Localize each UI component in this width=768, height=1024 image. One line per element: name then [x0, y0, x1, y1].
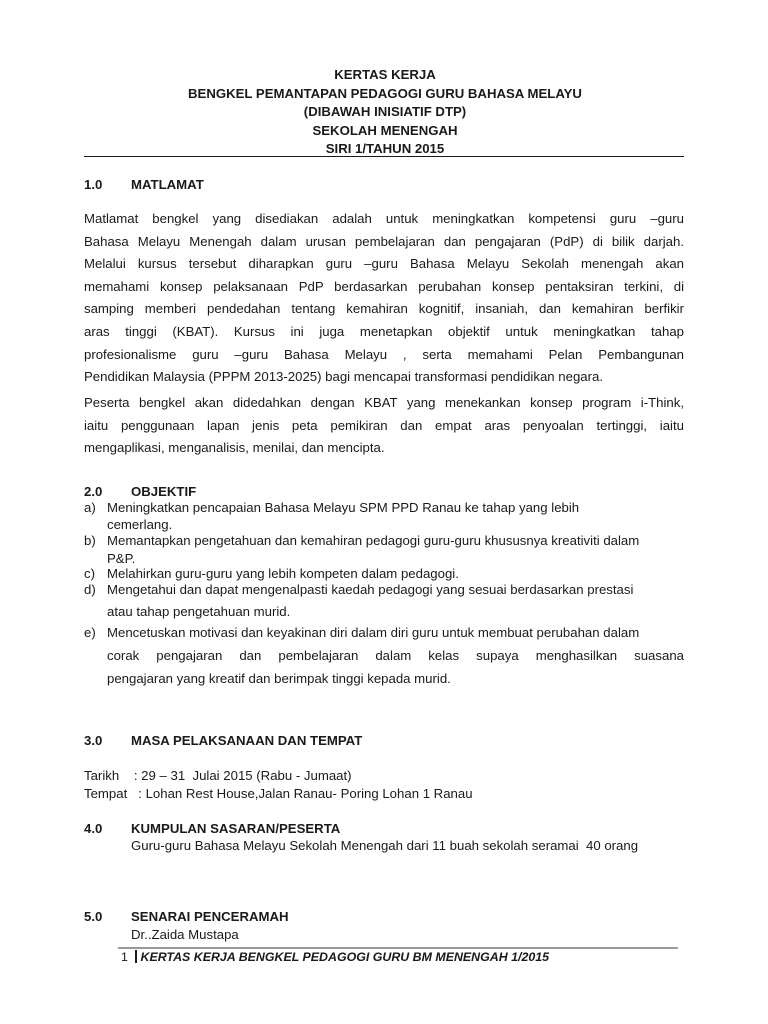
paragraph-line: profesionalisme guru –guru Bahasa Melayu , serta memahami Pelan Pembangunan	[84, 346, 684, 362]
tarikh-line: Tarikh : 29 – 31 Julai 2015 (Rabu - Jumaat)	[84, 768, 352, 783]
list-item	[84, 579, 684, 623]
list-item	[84, 530, 684, 570]
list-marker: e)	[84, 625, 96, 640]
list-item-line: corak pengajaran dan pembelajaran dalam kelas supaya menghasilkan suasana	[107, 648, 684, 663]
section-heading-senarai-penceramah	[84, 909, 289, 924]
section-heading-objektif	[84, 484, 196, 499]
section-number: 4.0	[84, 821, 103, 836]
kumpulan-sasaran-text: Guru-guru Bahasa Melayu Sekolah Menengah dari 11 buah sekolah seramai 40 orang	[131, 838, 639, 853]
header-line: (DIBAWAH INISIATIF DTP)	[303, 104, 467, 120]
header-divider	[84, 156, 684, 157]
paragraph-line: Matlamat bengkel yang disediakan adalah untuk meningkatkan kompetensi guru –guru	[84, 211, 684, 226]
header-line: SEKOLAH MENENGAH	[312, 122, 458, 138]
section-number: 1.0	[84, 177, 103, 192]
tempat-line: Tempat : Lohan Rest House,Jalan Ranau- Poring Lohan 1 Ranau	[84, 786, 473, 801]
header-line: KERTAS KERJA	[334, 67, 436, 82]
paragraph-line: samping memberi pendedahan tentang kemahiran kognitif, insaniah, dan kemahiran berfikir	[84, 301, 684, 317]
page-footer	[121, 950, 549, 964]
header-line: SIRI 1/TAHUN 2015	[325, 141, 445, 157]
list-item	[84, 621, 684, 690]
paragraph-line: Bahasa Melayu Menengah dalam urusan pembelajaran dan pengajaran (PdP) di bilik darjah.	[84, 233, 684, 249]
section-title: SENARAI PENCERAMAH	[131, 909, 289, 924]
section-number: 3.0	[84, 733, 103, 748]
list-item-line: Mencetuskan motivasi dan keyakinan diri dalam diri guru untuk membuat perubahan dalam	[107, 625, 640, 640]
list-item-line: Memantapkan pengetahuan dan kemahiran pedagogi guru-guru khususnya kreativiti dalam	[107, 533, 640, 548]
page-number: 1	[121, 950, 128, 964]
list-item-line: cemerlang.	[107, 517, 173, 532]
section-title: KUMPULAN SASARAN/PESERTA	[131, 821, 341, 836]
header-line: BENGKEL PEMANTAPAN PEDAGOGI GURU BAHASA MELAYU	[188, 85, 582, 101]
list-item	[84, 499, 684, 533]
list-item-line: atau tahap pengetahuan murid.	[107, 604, 291, 619]
section-number: 2.0	[84, 484, 103, 499]
paragraph-line: iaitu penggunaan lapan jenis peta pemikiran dan empat aras penyoalan tertinggi, iaitu	[84, 417, 684, 433]
list-marker: d)	[84, 582, 96, 597]
paragraph-line: mengaplikasi, menganalisis, menilai, dan mencipta.	[84, 440, 385, 456]
matlamat-paragraph	[84, 208, 684, 389]
list-marker: a)	[84, 500, 96, 515]
matlamat-paragraph-2	[84, 392, 684, 460]
section-title: MASA PELAKSANAAN DAN TEMPAT	[131, 733, 363, 748]
section-heading-kumpulan-sasaran	[84, 821, 340, 836]
section-heading-masa-pelaksanaan	[84, 733, 362, 748]
list-item-line: Melahirkan guru-guru yang lebih kompeten dalam pedagogi.	[107, 566, 459, 581]
paragraph-line: Melalui kursus tersebut diharapkan guru –guru Bahasa Melayu Sekolah menengah akan	[84, 256, 684, 272]
section-title: MATLAMAT	[131, 177, 204, 192]
paragraph-line: Peserta bengkel akan didedahkan dengan KBAT yang menekankan konsep program i-Think,	[84, 395, 684, 410]
list-item-line: P&P.	[107, 551, 136, 566]
document-header	[85, 66, 685, 159]
penceramah-name: Dr..Zaida Mustapa	[131, 927, 239, 942]
list-item-line: Mengetahui dan dapat mengenalpasti kaedah pedagogi yang sesuai berdasarkan prestasi	[107, 582, 634, 597]
paragraph-line: Pendidikan Malaysia (PPPM 2013-2025) bagi mencapai transformasi pendidikan negara.	[84, 369, 604, 385]
section-heading-matlamat	[84, 177, 204, 192]
section-number: 5.0	[84, 909, 103, 924]
list-marker: b)	[84, 533, 96, 548]
footer-divider	[118, 947, 678, 949]
list-marker: c)	[84, 566, 95, 581]
list-item-line: pengajaran yang kreatif dan berimpak tinggi kepada murid.	[107, 671, 451, 686]
footer-title: KERTAS KERJA BENGKEL PEDAGOGI GURU BM MENENGAH 1/2015	[140, 950, 550, 964]
footer-separator	[135, 950, 137, 963]
list-item-line: Meningkatkan pencapaian Bahasa Melayu SPM PPD Ranau ke tahap yang lebih	[107, 500, 580, 515]
section-title: OBJEKTIF	[131, 484, 197, 499]
paragraph-line: aras tinggi (KBAT). Kursus ini juga menetapkan objektif untuk meningkatkan tahap	[84, 323, 684, 339]
paragraph-line: memahami konsep pelaksanaan PdP berdasarkan perubahan konsep pentaksiran terkini, di	[84, 278, 684, 294]
objektif-list	[84, 499, 684, 690]
